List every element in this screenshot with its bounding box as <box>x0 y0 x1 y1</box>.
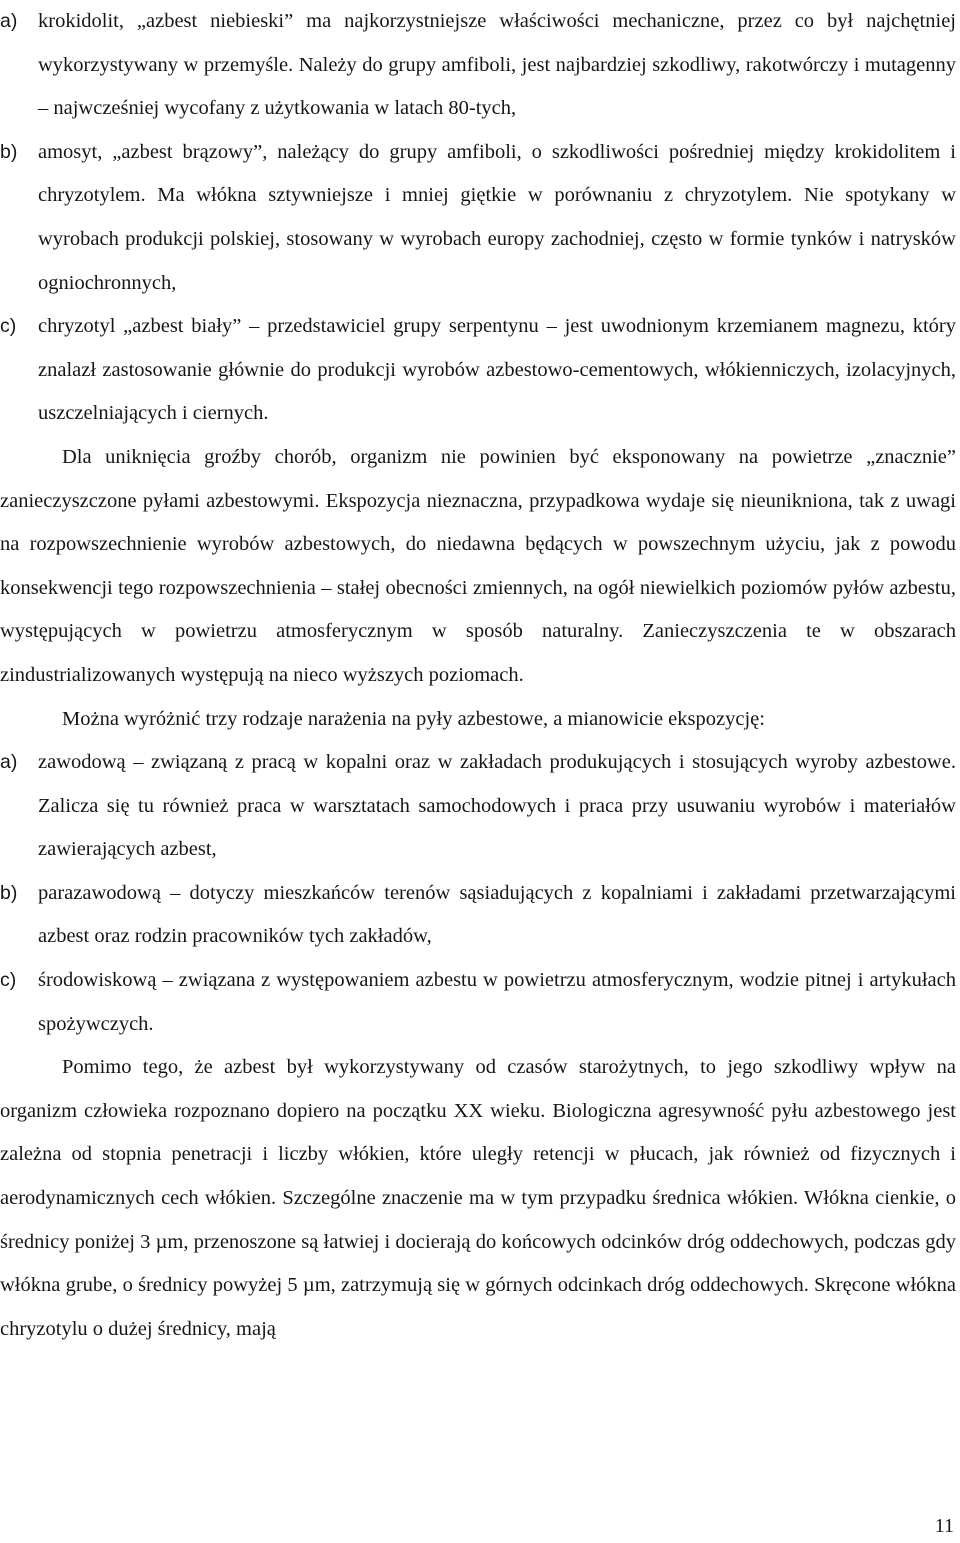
list-item-amosyt <box>0 131 956 305</box>
page-number: 11 <box>934 1515 954 1537</box>
list-marker: c) <box>0 969 17 992</box>
list-marker: b) <box>0 881 18 904</box>
paragraph-exposure: Dla uniknięcia groźby chorób, organizm nie powinien być eksponowany na powietrze „znacznie” zanieczyszczone pyłami azbestowymi. Ekspozycja nieznaczna, przypadkowa wydaje się nieunikniona, tak z uwagi na rozpowszechnienie wyrobów azbestowych, do niedawna będących w powszechnym użyciu, jak z powodu konsekwencji tego rozpowszechnienia – stałej obecności zmiennych, na ogół niewielkich poziomów pyłów azbestu, występujących w powietrzu atmosferycznym w sposób naturalny. Zanieczyszczenia te w obszarach zindustrializowanych występują na nieco wyższych poziomach. <box>0 445 956 686</box>
list-item-text: chryzotyl „azbest biały” – przedstawiciel grupy serpentynu – jest uwodnionym krzemianem magnezu, który znalazł zastosowanie głównie do produkcji wyrobów azbestowo-cementowych, włókienniczych, izolacyjnych, uszczelniających i ciernych. <box>38 315 956 425</box>
list-item-text: zawodową – związaną z pracą w kopalni oraz w zakładach produkujących i stosujących wyroby azbestowe. Zalicza się tu również praca w warsztatach samochodowych i praca przy usuwaniu wyrobów i materiałów zawierających azbest, <box>38 751 956 861</box>
list-item-text: krokidolit, „azbest niebieski” ma najkorzystniejsze właściwości mechaniczne, przez co był najchętniej wykorzystywany w przemyśle. Należy do grupy amfiboli, jest najbardziej szkodliwy, rakotwórczy i mutagenny – najwcześniej wycofany z użytkowania w latach 80-tych, <box>38 10 956 120</box>
list-item-text: parazawodową – dotyczy mieszkańców terenów sąsiadujących z kopalniami i zakładami przetwarzającymi azbest oraz rodzin pracowników tych zakładów, <box>38 881 956 948</box>
list-item-krokidolit <box>0 0 956 131</box>
paragraph-biological-aggressiveness: Pomimo tego, że azbest był wykorzystywany od czasów starożytnych, to jego szkodliwy wpływ na organizm człowieka rozpoznano dopiero na początku XX wieku. Biologiczna agresywność pyłu azbestowego jest zależna od stopnia penetracji i liczby włókien, które uległy retencji w płucach, jak również od fizycznych i aerodynamicznych cech włókien. Szczególne znaczenie ma w tym przypadku średnica włókien. Włókna cienkie, o średnicy poniżej 3 µm, przenoszone są łatwiej i docierają do końcowych odcinków dróg oddechowych, podczas gdy włókna grube, o średnicy powyżej 5 µm, zatrzymują się w górnych odcinkach dróg oddechowych. Skręcone włókna chryzotylu o dużej średnicy, mają <box>0 1056 956 1340</box>
list-item-chryzotyl <box>0 305 956 436</box>
list-item-text: amosyt, „azbest brązowy”, należący do grupy amfiboli, o szkodliwości pośredniej między krokidolitem i chryzotylem. Ma włókna sztywniejsze i mniej giętkie w porównaniu z chryzotylem. Nie spotykany w wyrobach produkcji polskiej, stosowany w wyrobach europy zachodniej, często w formie tynków i natrysków ogniochronnych, <box>38 140 956 294</box>
paragraph-exposure-types: Można wyróżnić trzy rodzaje narażenia na pyły azbestowe, a mianowicie ekspozycję: <box>62 707 765 730</box>
list-marker: a) <box>0 10 18 32</box>
list-item-text: środowiskową – związana z występowaniem azbestu w powietrzu atmosferycznym, wodzie pitnej i artykułach spożywczych. <box>38 969 956 1035</box>
list-item-parazawodowa <box>0 872 956 959</box>
list-marker: a) <box>0 751 18 774</box>
list-marker: b) <box>0 140 18 163</box>
list-marker: c) <box>0 315 17 338</box>
list-item-srodowiskowa <box>0 959 956 1046</box>
list-item-zawodowa <box>0 741 956 872</box>
